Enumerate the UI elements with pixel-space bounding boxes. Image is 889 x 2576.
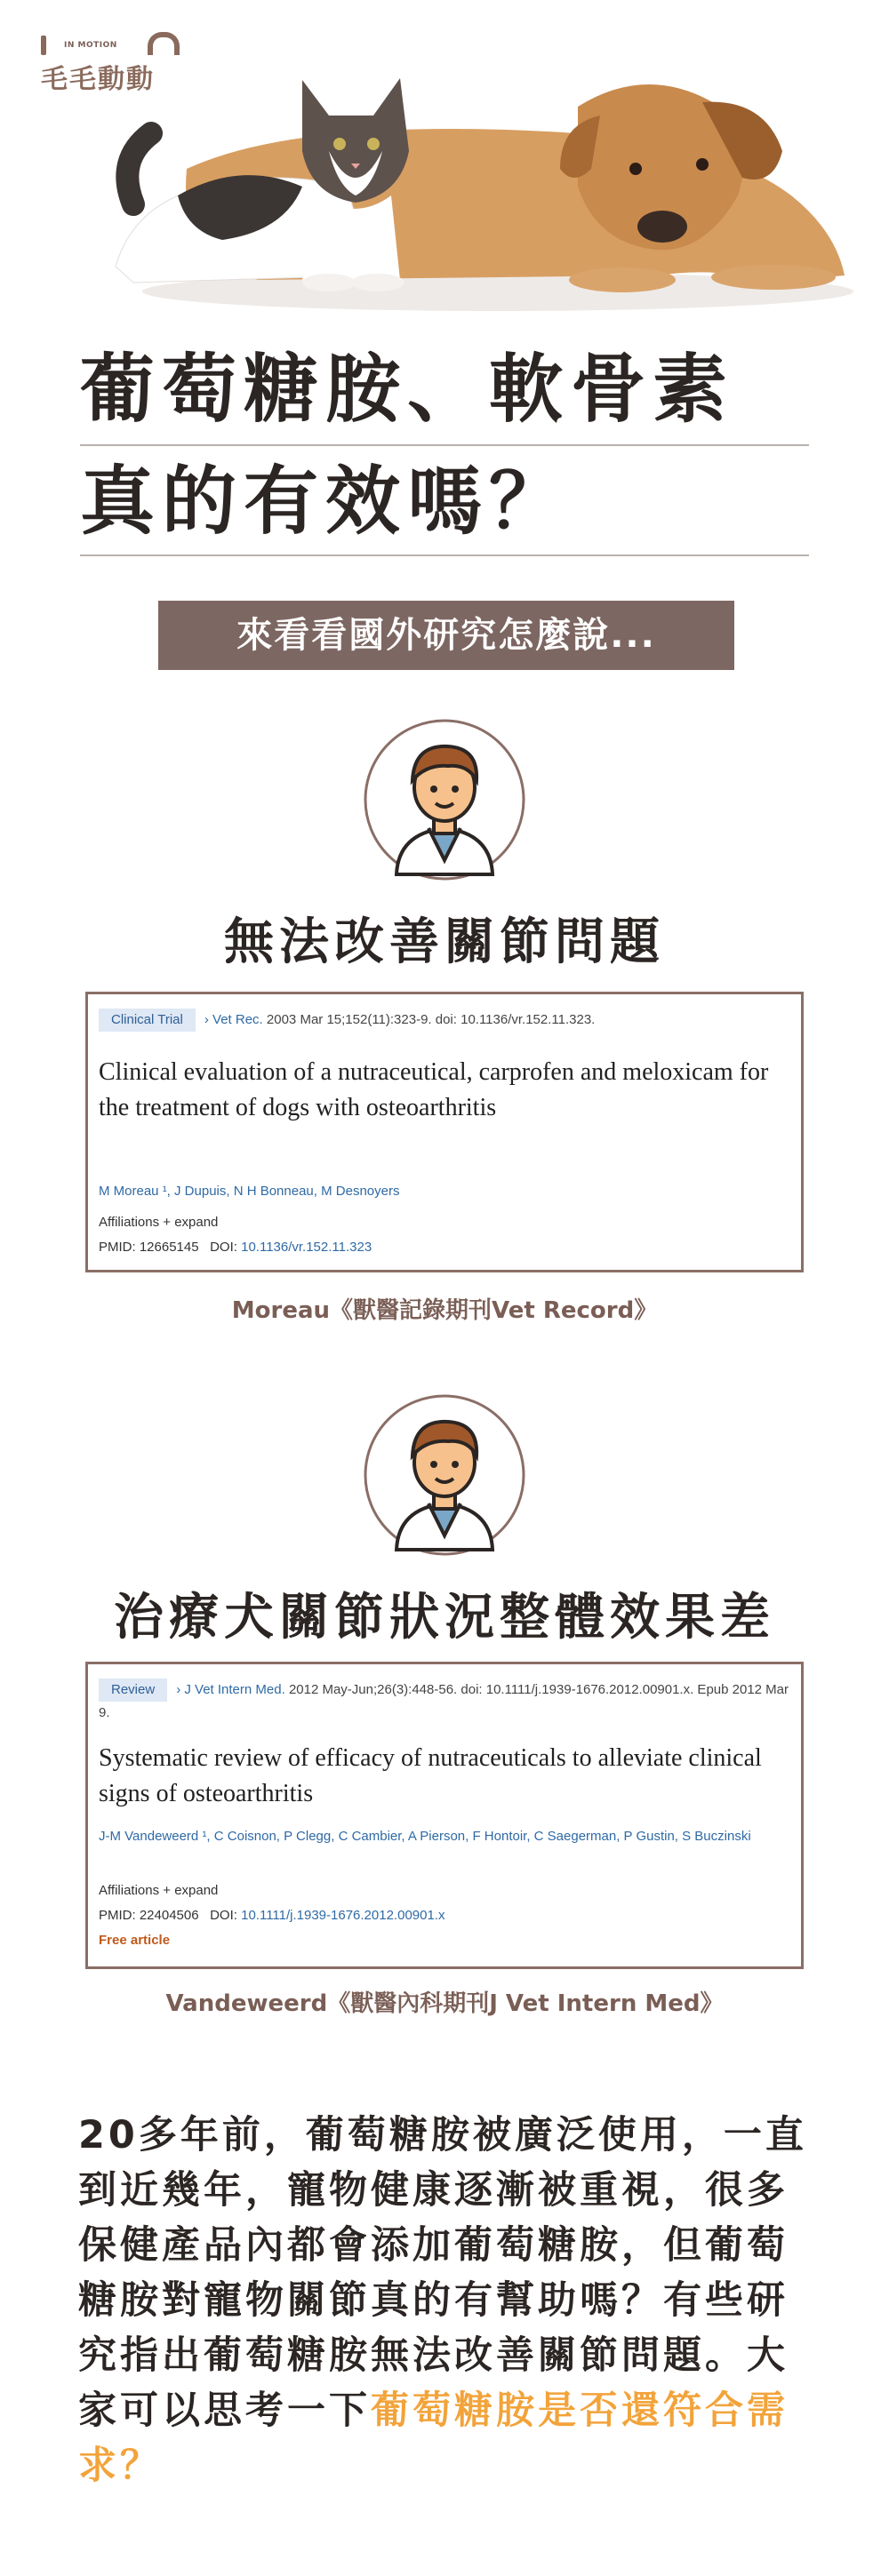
journal-link[interactable]: Vet Rec. [212, 1012, 263, 1027]
paper-meta [99, 1679, 790, 1725]
paper-title: Clinical evaluation of a nutraceutical, carprofen and meloxicam for the treatment of dogs with osteoarthritis [99, 1058, 769, 1121]
paper-ids [99, 1240, 372, 1255]
free-article-badge[interactable]: Free article [99, 1933, 171, 1948]
paper-ids [99, 1908, 444, 1923]
logo-tagline: IN MOTION [64, 41, 117, 50]
paper-meta [99, 1009, 790, 1032]
source-caption: Vandeweerd《獸醫內科期刊J Vet Intern Med》 [165, 1990, 724, 2017]
affiliations-expand[interactable]: Affiliations + expand [99, 1883, 219, 1898]
conclusion-paragraph [78, 2108, 816, 2493]
cat-and-dog-image [80, 53, 862, 320]
article-type-badge: Review [99, 1679, 167, 1702]
journal-link[interactable]: J Vet Intern Med. [184, 1682, 285, 1697]
pmid: PMID: 22404506 [99, 1908, 199, 1923]
chevron-right-icon: › [204, 1012, 209, 1027]
doi-label: DOI: [210, 1240, 237, 1255]
article-type-badge: Clinical Trial [99, 1009, 196, 1032]
finding-heading: 治療犬關節狀況整體效果差 [114, 1588, 775, 1647]
author-list[interactable]: J-M Vandeweerd ¹, C Coisnon, P Clegg, C Cambier, A Pierson, F Hontoir, C Saegerman, P Gustin, S Buczinski [99, 1829, 751, 1844]
finding-heading: 無法改善關節問題 [224, 913, 665, 971]
citation: 2012 May-Jun;26(3):448-56. doi: 10.1111/j.1939-1676.2012.00901.x. Epub 2012 Mar 9. [99, 1682, 789, 1720]
headline-line-1: 葡萄糖胺、軟骨素 [80, 345, 735, 433]
logo-text: 毛毛動動 [41, 64, 155, 95]
chevron-right-icon: › [176, 1682, 181, 1697]
doi-link[interactable]: 10.1111/j.1939-1676.2012.00901.x [241, 1908, 445, 1923]
divider [80, 554, 809, 556]
conclusion-text: 20多年前，葡萄糖胺被廣泛使用，一直到近幾年，寵物健康逐漸被重視，很多保健產品內都會添加葡萄糖胺，但葡萄糖胺對寵物關節真的有幫助嗎？有些研究指出葡萄糖胺無法改善關節問題。大家可以思考一下 [78, 2113, 807, 2433]
doctor-avatar-icon [363, 1393, 526, 1557]
divider [80, 444, 809, 446]
paper-title: Systematic review of efficacy of nutraceuticals to alleviate clinical signs of osteoarthritis [99, 1744, 762, 1807]
headline-line-2: 真的有效嗎？ [80, 457, 572, 545]
pmid: PMID: 12665145 [99, 1240, 199, 1255]
doi-label: DOI: [210, 1908, 237, 1923]
section-banner: 來看看國外研究怎麼說... [158, 601, 734, 670]
citation: 2003 Mar 15;152(11):323-9. doi: 10.1136/vr.152.11.323. [266, 1012, 596, 1027]
affiliations-expand[interactable]: Affiliations + expand [99, 1215, 219, 1230]
author-list[interactable]: M Moreau ¹, J Dupuis, N H Bonneau, M Desnoyers [99, 1184, 400, 1199]
paper-card[interactable] [85, 992, 804, 1272]
conclusion-highlight: 葡萄糖胺是否還符合需求？ [78, 2389, 789, 2488]
paper-card[interactable] [85, 1662, 804, 1969]
source-caption: Moreau《獸醫記錄期刊Vet Record》 [231, 1297, 658, 1324]
doctor-avatar-icon [363, 718, 526, 881]
logo-mark [41, 36, 46, 55]
doi-link[interactable]: 10.1136/vr.152.11.323 [241, 1240, 372, 1255]
logo-arc [148, 32, 180, 55]
